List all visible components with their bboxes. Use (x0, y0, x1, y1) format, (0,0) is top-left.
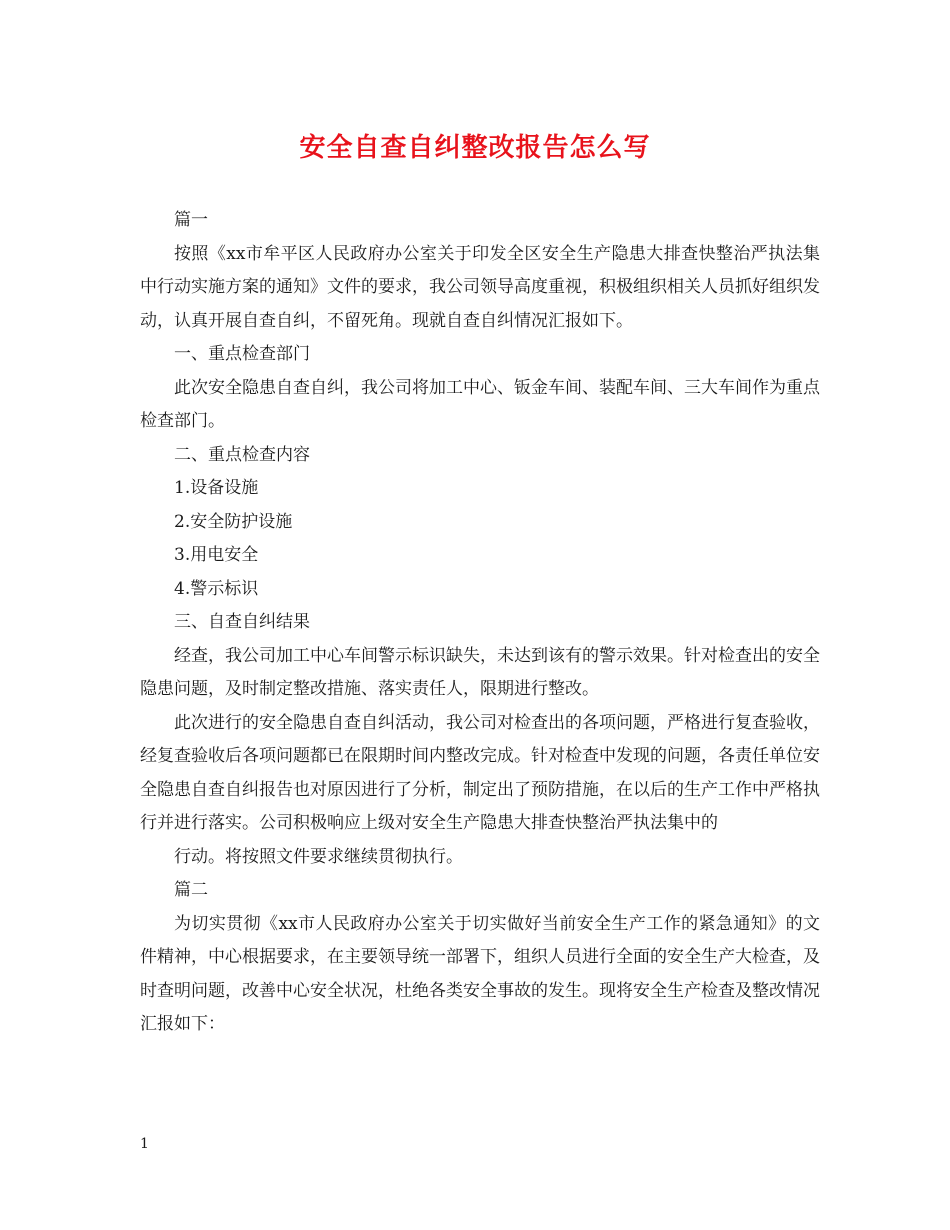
paragraph: 此次安全隐患自查自纠，我公司将加工中心、钣金车间、装配车间、三大车间作为重点检查部门。 (140, 377, 820, 431)
section-heading: 篇二 (174, 880, 208, 900)
section-heading: 二、重点检查内容 (174, 444, 310, 465)
section-heading: 三、自查自纠结果 (174, 612, 310, 632)
list-item: 2.安全防护设施 (174, 511, 293, 532)
list-item: 4.警示标识 (174, 578, 259, 599)
page-number: 1 (140, 1136, 149, 1152)
section-heading: 一、重点检查部门 (174, 344, 310, 364)
paragraph: 此次进行的安全隐患自查自纠活动，我公司对检查出的各项问题，严格进行复查验收，经复查验收后各项问题都已在限期时间内整改完成。针对检查中发现的问题，各责任单位安全隐患自查自纠报告也对原因进行了分析，制定出了预防措施，在以后的生产工作中严格执行并进行落实。公司积极响应上级对安全生产隐患大排查快整治严执法集中的 (140, 712, 820, 833)
list-item: 1.设备设施 (174, 478, 259, 498)
paragraph: 按照《xx市牟平区人民政府办公室关于印发全区安全生产隐患大排查快整治严执法集中行动实施方案的通知》文件的要求，我公司领导高度重视，积极组织相关人员抓好组织发动，认真开展自查自纠，不留死角。现就自查自纠情况汇报如下。 (140, 243, 820, 331)
document-body (140, 204, 820, 1042)
paragraph: 为切实贯彻《xx市人民政府办公室关于切实做好当前安全生产工作的紧急通知》的文件精神，中心根据要求，在主要领导统一部署下，组织人员进行全面的安全生产大检查，及时查明问题，改善中心安全状况，杜绝各类安全事故的发生。现将安全生产检查及整改情况汇报如下： (140, 913, 820, 1034)
paragraph: 行动。将按照文件要求继续贯彻执行。 (174, 846, 463, 867)
paragraph: 经查，我公司加工中心车间警示标识缺失，未达到该有的警示效果。针对检查出的安全隐患问题，及时制定整改措施、落实责任人，限期进行整改。 (140, 645, 820, 699)
list-item: 3.用电安全 (174, 545, 259, 565)
document-title: 安全自查自纠整改报告怎么写 (299, 133, 651, 163)
section-heading: 篇一 (174, 210, 208, 230)
